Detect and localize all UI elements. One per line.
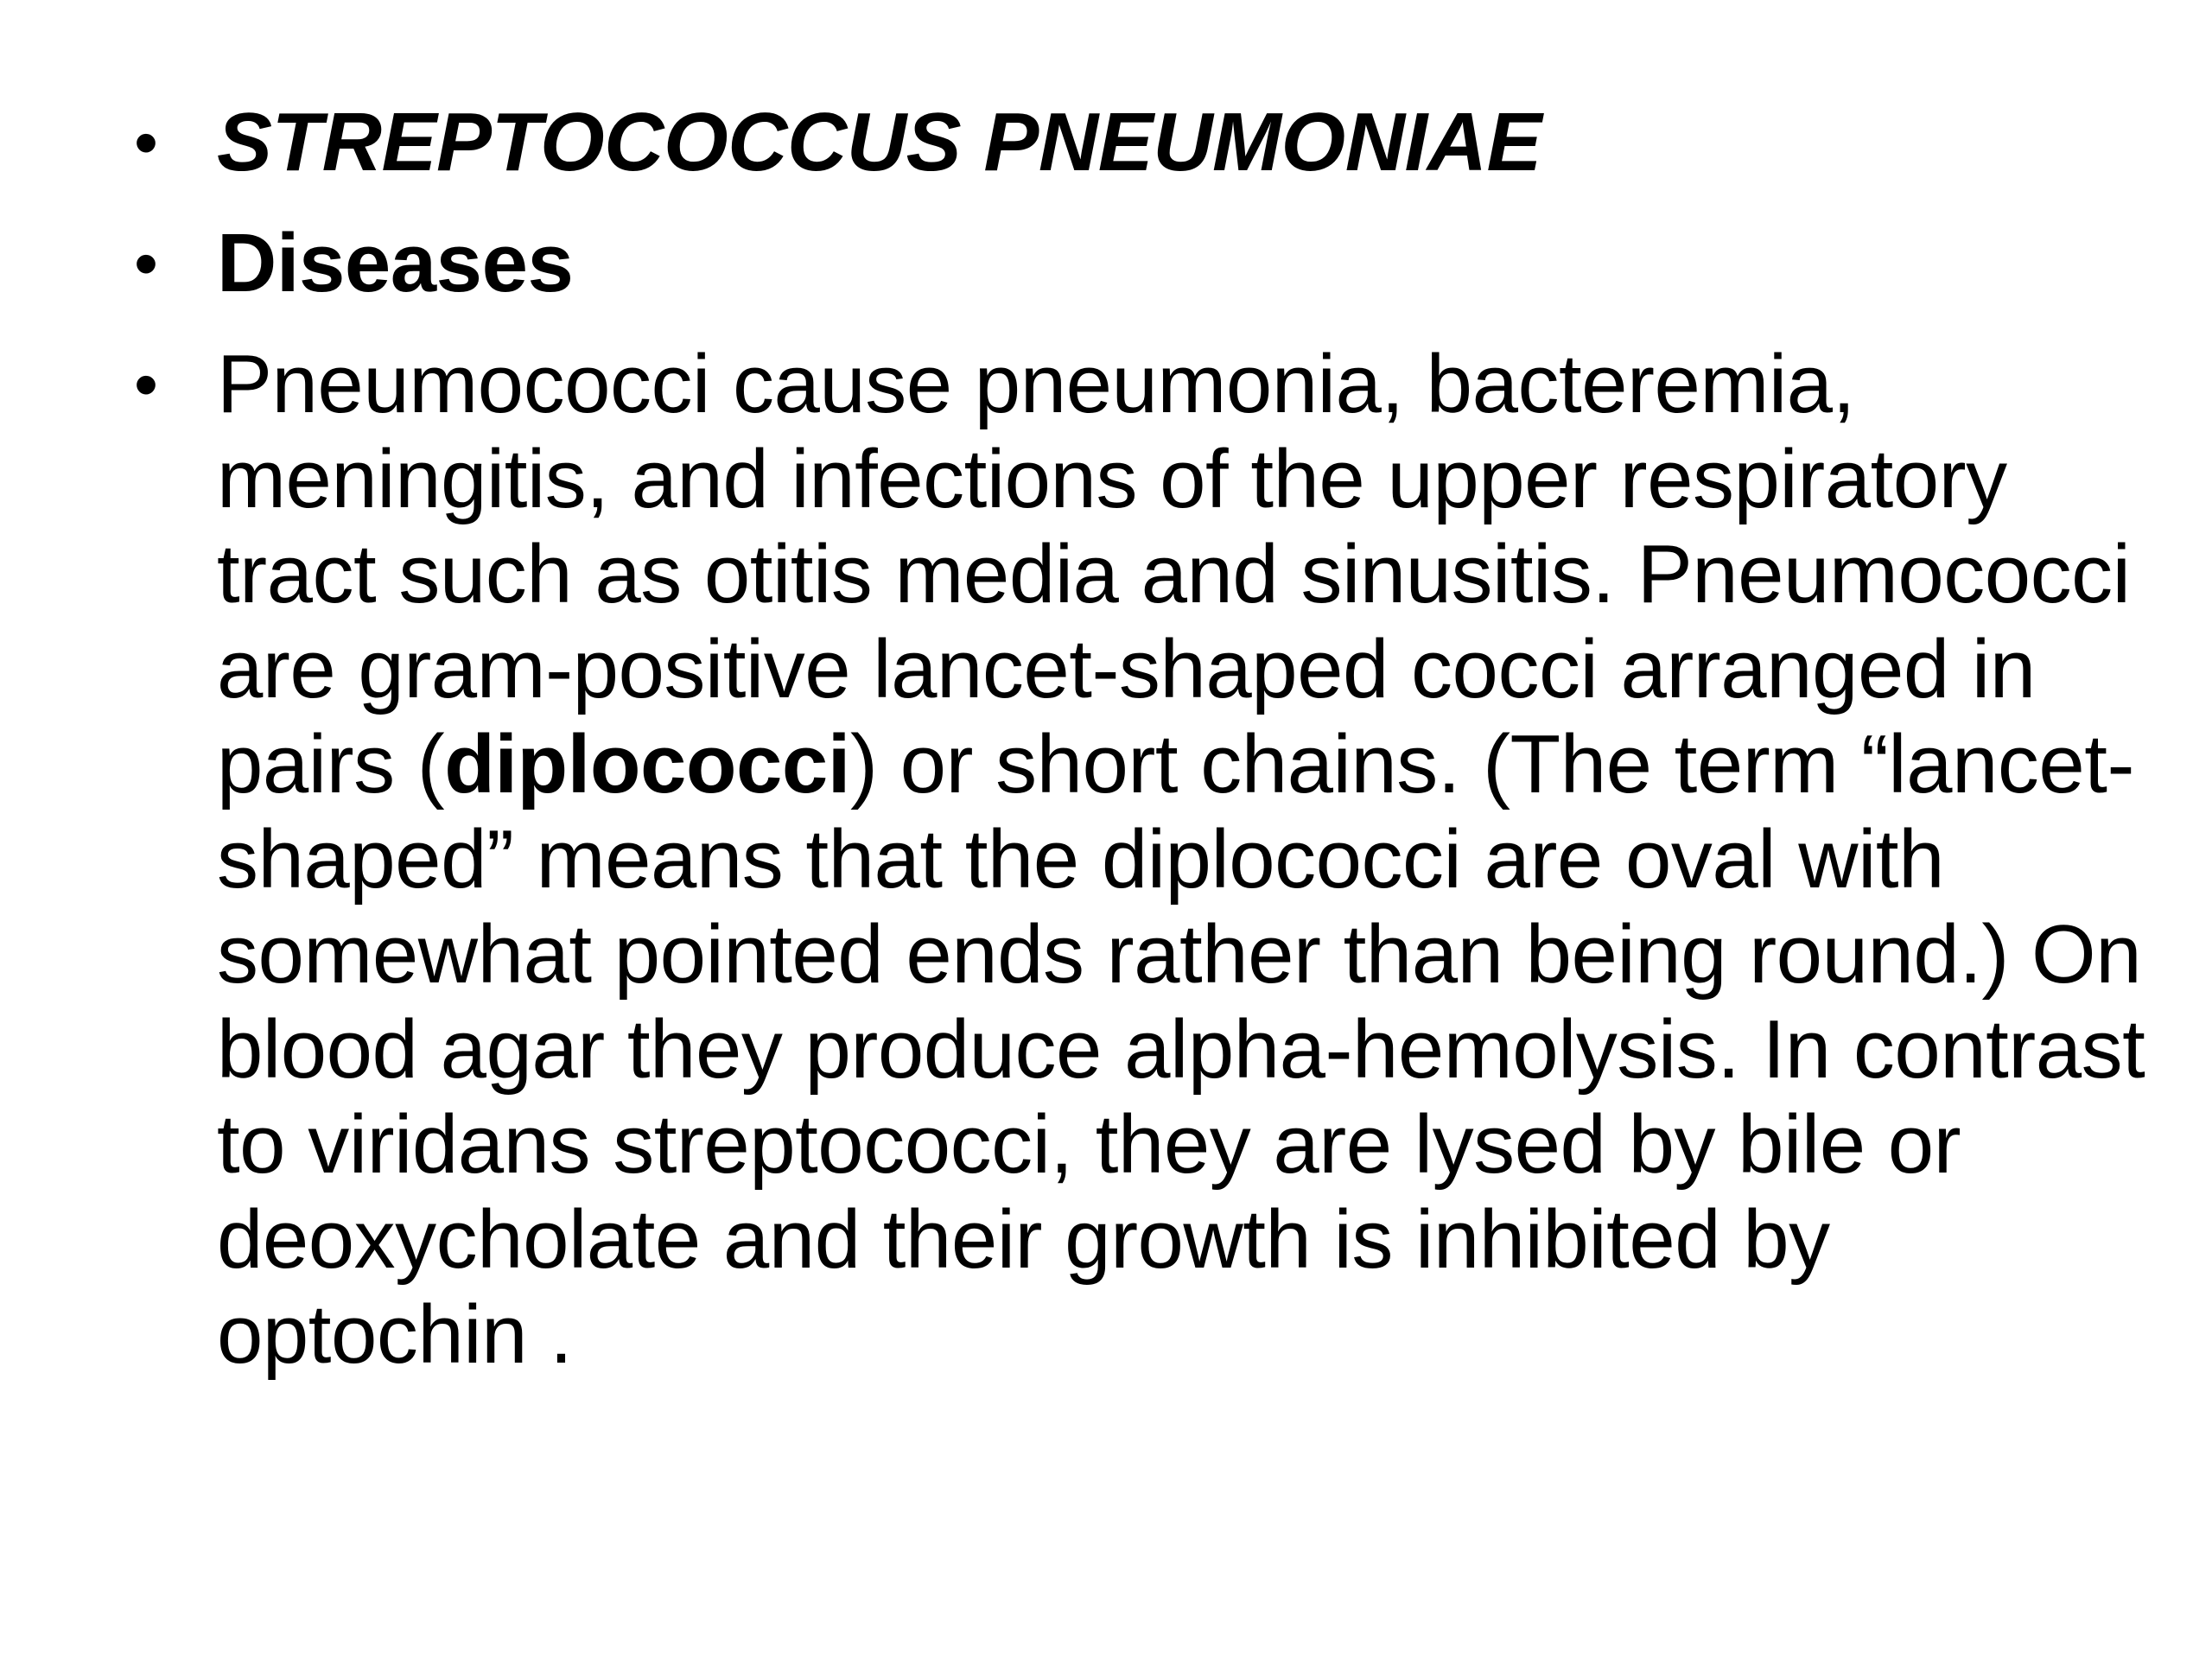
slide-title: STREPTOCOCCUS PNEUMONIAE xyxy=(217,96,1542,188)
body-paragraph xyxy=(217,338,2145,1381)
section-heading: Diseases xyxy=(217,217,574,309)
body-text-part-2: ) or short chains. (The term “lancet-shaped” means that the diplococci are oval with somewhat pointed ends rather than being round.) On blood agar they produce alpha-hemolysis. In contrast to viridans streptococci, they are lysed by bile or deoxycholate and their growth is inhibited by optochin . xyxy=(217,718,2145,1381)
bullet-body xyxy=(134,337,2147,1382)
body-emphasis: diplococci xyxy=(444,718,850,810)
bullet-title xyxy=(134,95,2147,190)
body-text-part-1: Pneumococci cause pneumonia, bacteremia, meningitis, and infections of the upper respiratory tract such as otitis media and sinusitis. Pneumococci are gram-positive lancet-shaped cocci arranged in pairs ( xyxy=(217,338,2131,810)
bullet-list xyxy=(134,95,2147,1382)
bullet-dot-icon: • xyxy=(134,104,158,181)
bullet-dot-icon: • xyxy=(134,346,158,423)
bullet-heading xyxy=(134,216,2147,311)
bullet-dot-icon: • xyxy=(134,225,158,302)
